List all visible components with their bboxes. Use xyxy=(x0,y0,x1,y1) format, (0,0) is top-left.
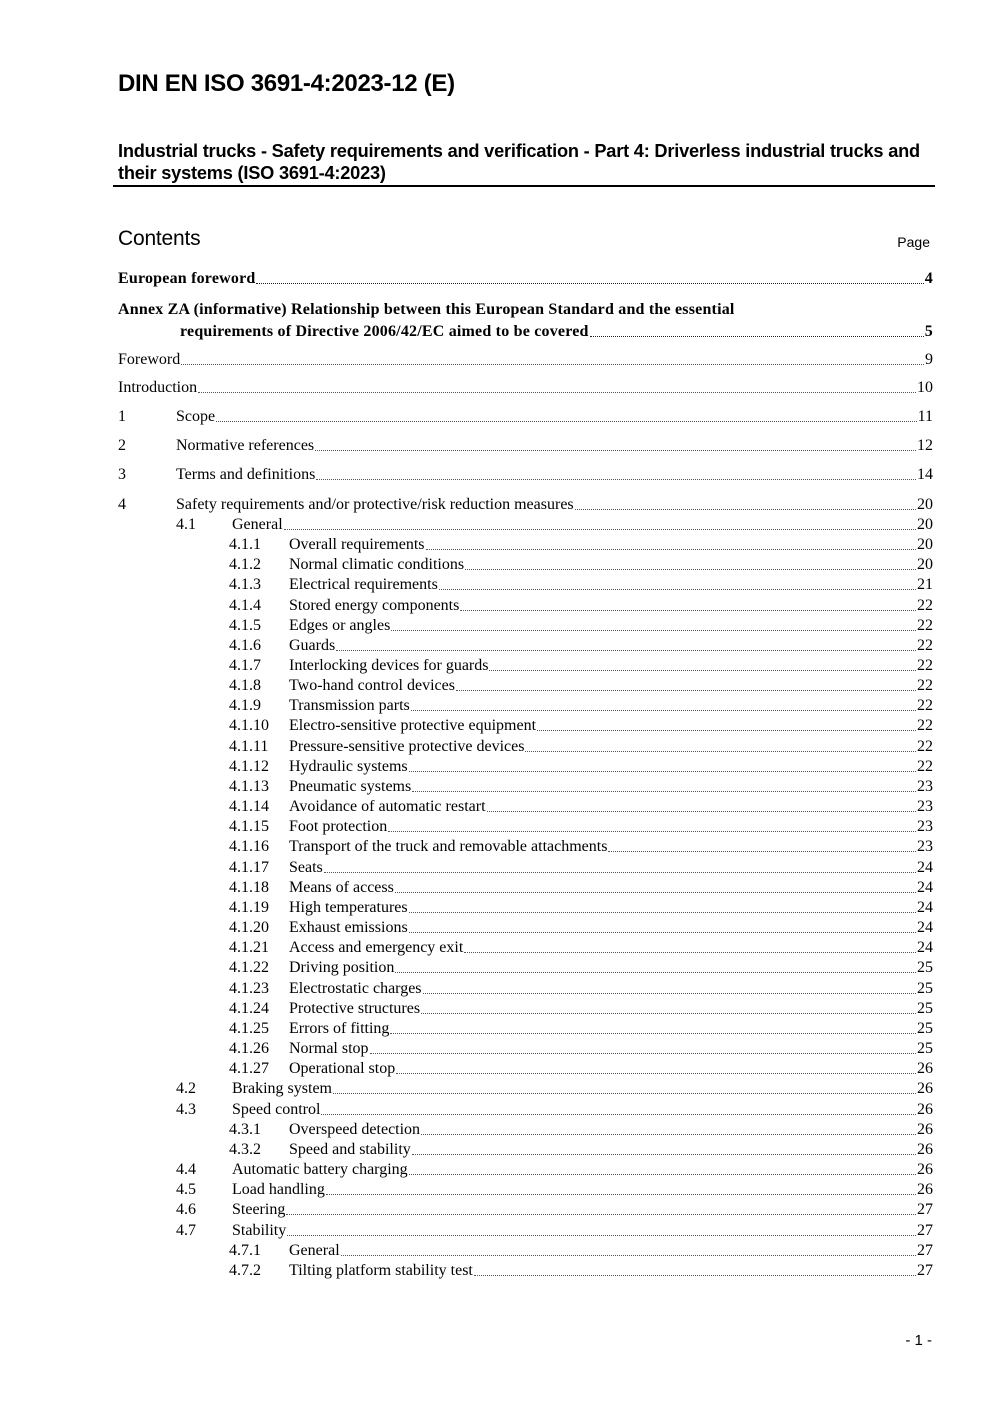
toc-entry-label: Introduction xyxy=(118,379,198,396)
title-divider xyxy=(113,185,935,187)
toc-entry-4-1-6[interactable] xyxy=(229,637,933,655)
dot-leader xyxy=(181,363,924,365)
toc-entry-clause-4[interactable] xyxy=(118,496,933,514)
toc-entry-label: Edges or angles xyxy=(289,617,391,634)
toc-entry-page: 26 xyxy=(917,1121,933,1138)
toc-entry-4-1-21[interactable] xyxy=(229,939,933,957)
toc-entry-label: Two-hand control devices xyxy=(289,677,455,694)
dot-leader xyxy=(390,1032,916,1034)
toc-entry-label: Normal climatic conditions xyxy=(289,556,465,573)
toc-entry-page: 12 xyxy=(917,437,933,454)
toc-entry-introduction[interactable] xyxy=(118,379,933,397)
toc-entry-number: 4.1.26 xyxy=(229,1040,269,1057)
toc-entry-4-1-9[interactable] xyxy=(229,697,933,715)
dot-leader xyxy=(286,1213,916,1215)
toc-entry-label: Driving position xyxy=(289,959,395,976)
toc-entry-number: 4.3 xyxy=(176,1101,196,1118)
toc-entry-4-3[interactable] xyxy=(176,1101,933,1119)
toc-entry-number: 4.1.16 xyxy=(229,838,269,855)
toc-entry-4-1-4[interactable] xyxy=(229,597,933,615)
toc-entry-page: 26 xyxy=(917,1080,933,1097)
toc-entry-label: Stored energy components xyxy=(289,597,460,614)
dot-leader xyxy=(316,478,916,480)
toc-entry-label: Speed and stability xyxy=(289,1141,411,1158)
toc-entry-label: High temperatures xyxy=(289,899,408,916)
toc-entry-label: General xyxy=(232,516,283,533)
toc-entry-4-1-5[interactable] xyxy=(229,617,933,635)
dot-leader xyxy=(489,669,916,671)
toc-entry-4-1-22[interactable] xyxy=(229,959,933,977)
dot-leader xyxy=(216,420,916,422)
toc-entry-4-1-7[interactable] xyxy=(229,657,933,675)
toc-entry-label: Electro-sensitive protective equipment xyxy=(289,717,537,734)
toc-entry-4-3-2[interactable] xyxy=(229,1141,933,1159)
dot-leader xyxy=(409,931,916,933)
toc-entry-page: 22 xyxy=(917,597,933,614)
dot-leader xyxy=(537,729,916,731)
toc-entry-number: 4.2 xyxy=(176,1080,196,1097)
toc-entry-page: 11 xyxy=(917,408,933,425)
toc-entry-label: Seats xyxy=(289,859,323,876)
toc-entry-page: 22 xyxy=(917,677,933,694)
toc-entry-annex-za[interactable] xyxy=(180,323,933,341)
dot-leader xyxy=(336,649,916,651)
toc-entry-label: Electrostatic charges xyxy=(289,980,422,997)
toc-entry-4-3-1[interactable] xyxy=(229,1121,933,1139)
toc-entry-label: Access and emergency exit xyxy=(289,939,464,956)
contents-heading: Contents xyxy=(118,227,201,250)
toc-entry-label: Transport of the truck and removable attachments xyxy=(289,838,608,855)
toc-entry-page: 26 xyxy=(917,1181,933,1198)
dot-leader xyxy=(590,335,924,337)
toc-entry-page: 9 xyxy=(925,351,933,368)
toc-entry-number: 4.1.27 xyxy=(229,1060,269,1077)
toc-entry-page: 25 xyxy=(917,1000,933,1017)
dot-leader xyxy=(395,891,916,893)
dot-leader xyxy=(474,1274,916,1276)
toc-entry-4-7-1[interactable] xyxy=(229,1242,933,1260)
toc-entry-number: 4.1.22 xyxy=(229,959,269,976)
toc-entry-page: 27 xyxy=(917,1262,933,1279)
dot-leader xyxy=(395,971,916,973)
toc-entry-page: 23 xyxy=(917,838,933,855)
toc-entry-number: 4.1.17 xyxy=(229,859,269,876)
toc-entry-4-1-10[interactable] xyxy=(229,717,933,735)
toc-entry-4-1-16[interactable] xyxy=(229,838,933,856)
toc-entry-label: requirements of Directive 2006/42/EC aimed to be covered xyxy=(180,323,589,340)
toc-entry-number: 4.1.9 xyxy=(229,697,261,714)
toc-entry-page: 25 xyxy=(917,1020,933,1037)
toc-entry-page: 26 xyxy=(917,1161,933,1178)
toc-entry-number: 4.1.4 xyxy=(229,597,261,614)
toc-entry-4-4[interactable] xyxy=(176,1161,933,1179)
toc-entry-4-1-1[interactable] xyxy=(229,536,933,554)
toc-entry-4-1-24[interactable] xyxy=(229,1000,933,1018)
toc-entry-number: 4.1.12 xyxy=(229,758,269,775)
toc-entry-4-1-20[interactable] xyxy=(229,919,933,937)
toc-entry-label: European foreword xyxy=(118,270,256,287)
dot-leader xyxy=(391,629,916,631)
dot-leader xyxy=(341,1254,916,1256)
toc-entry-page: 23 xyxy=(917,778,933,795)
toc-entry-number: 4.3.2 xyxy=(229,1141,261,1158)
toc-entry-number: 4.1.18 xyxy=(229,879,269,896)
toc-entry-label: Avoidance of automatic restart xyxy=(289,798,486,815)
dot-leader xyxy=(315,449,916,451)
toc-entry-number: 4.1.6 xyxy=(229,637,261,654)
toc-entry-number: 4.7 xyxy=(176,1222,196,1239)
toc-entry-foreword[interactable] xyxy=(118,351,933,369)
toc-entry-4-1-2[interactable] xyxy=(229,556,933,574)
toc-entry-label: Braking system xyxy=(232,1080,332,1097)
toc-entry-number: 4.1.2 xyxy=(229,556,261,573)
toc-entry-4-1-8[interactable] xyxy=(229,677,933,695)
toc-entry-label: Guards xyxy=(289,637,336,654)
toc-entry-number: 4.1.10 xyxy=(229,717,269,734)
toc-entry-page: 27 xyxy=(917,1242,933,1259)
toc-entry-4-5[interactable] xyxy=(176,1181,933,1199)
toc-entry-clause-3[interactable] xyxy=(118,466,933,484)
toc-entry-number: 4.1.3 xyxy=(229,576,261,593)
toc-entry-page: 24 xyxy=(917,919,933,936)
dot-leader xyxy=(198,391,916,393)
dot-leader xyxy=(464,951,916,953)
toc-entry-number: 4.1.23 xyxy=(229,980,269,997)
dot-leader xyxy=(409,770,916,772)
toc-entry-page: 22 xyxy=(917,657,933,674)
toc-entry-4-1-27[interactable] xyxy=(229,1060,933,1078)
toc-entry-label: Hydraulic systems xyxy=(289,758,408,775)
toc-entry-number: 4.4 xyxy=(176,1161,196,1178)
toc-entry-label: Operational stop xyxy=(289,1060,396,1077)
toc-entry-label: Interlocking devices for guards xyxy=(289,657,489,674)
toc-entry-label: Means of access xyxy=(289,879,394,896)
toc-entry-page: 22 xyxy=(917,617,933,634)
dot-leader xyxy=(412,790,916,792)
toc-entry-number: 4.1.14 xyxy=(229,798,269,815)
dot-leader xyxy=(333,1092,916,1094)
toc-entry-page: 27 xyxy=(917,1201,933,1218)
toc-entry-label: Foot protection xyxy=(289,818,388,835)
toc-entry-number: 4.1.15 xyxy=(229,818,269,835)
toc-entry-4-1-26[interactable] xyxy=(229,1040,933,1058)
dot-leader xyxy=(460,609,916,611)
dot-leader xyxy=(421,1133,916,1135)
toc-entry-4-7-2[interactable] xyxy=(229,1262,933,1280)
toc-entry-number: 4.1.8 xyxy=(229,677,261,694)
toc-entry-label: Scope xyxy=(176,408,216,425)
toc-entry-number: 4.1.25 xyxy=(229,1020,269,1037)
toc-entry-number: 4.1.13 xyxy=(229,778,269,795)
toc-entry-label: Pressure-sensitive protective devices xyxy=(289,738,525,755)
toc-entry-number: 3 xyxy=(118,466,126,483)
toc-entry-page: 24 xyxy=(917,859,933,876)
dot-leader xyxy=(411,709,916,711)
toc-entry-page: 24 xyxy=(917,939,933,956)
toc-entry-page: 27 xyxy=(917,1222,933,1239)
dot-leader xyxy=(426,548,917,550)
toc-entry-number: 4.1.19 xyxy=(229,899,269,916)
toc-entry-label: General xyxy=(289,1242,340,1259)
toc-entry-4-7[interactable] xyxy=(176,1222,933,1240)
toc-entry-page: 21 xyxy=(917,576,933,593)
toc-entry-page: 20 xyxy=(917,556,933,573)
toc-entry-label: Steering xyxy=(232,1201,286,1218)
toc-entry-label: Tilting platform stability test xyxy=(289,1262,473,1279)
toc-entry-label: Normative references xyxy=(176,437,315,454)
toc-entry-4-1-12[interactable] xyxy=(229,758,933,776)
toc-entry-number: 4.1.20 xyxy=(229,919,269,936)
dot-leader xyxy=(575,508,916,510)
toc-entry-page: 14 xyxy=(917,466,933,483)
toc-entry-number: 4.1.21 xyxy=(229,939,269,956)
toc-entry-4-1-25[interactable] xyxy=(229,1020,933,1038)
toc-entry-page: 24 xyxy=(917,879,933,896)
toc-entry-label: Speed control xyxy=(232,1101,321,1118)
dot-leader xyxy=(608,850,916,852)
dot-leader xyxy=(321,1113,916,1115)
dot-leader xyxy=(439,588,916,590)
toc-entry-number: 4.6 xyxy=(176,1201,196,1218)
toc-entry-label: Normal stop xyxy=(289,1040,369,1057)
toc-entry-number: 4.1.7 xyxy=(229,657,261,674)
page-column-label: Page xyxy=(897,234,930,250)
toc-entry-label: Automatic battery charging xyxy=(232,1161,408,1178)
toc-entry-page: 23 xyxy=(917,818,933,835)
toc-entry-page: 26 xyxy=(917,1060,933,1077)
toc-entry-label: Terms and definitions xyxy=(176,466,316,483)
toc-entry-page: 22 xyxy=(917,738,933,755)
toc-entry-number: 4.1.11 xyxy=(229,738,269,755)
toc-entry-page: 24 xyxy=(917,899,933,916)
toc-entry-4-1-18[interactable] xyxy=(229,879,933,897)
toc-entry-label: Stability xyxy=(232,1222,287,1239)
toc-entry-number: 4.7.1 xyxy=(229,1242,261,1259)
toc-entry-page: 20 xyxy=(917,496,933,513)
toc-entry-clause-1[interactable] xyxy=(118,408,933,426)
footer-page-number: - 1 - xyxy=(905,1332,932,1349)
toc-entry-label: Pneumatic systems xyxy=(289,778,412,795)
dot-leader xyxy=(324,871,916,873)
toc-entry-4-1-23[interactable] xyxy=(229,980,933,998)
toc-entry-number: 4.1.1 xyxy=(229,536,261,553)
toc-entry-page: 22 xyxy=(917,697,933,714)
toc-entry-page: 25 xyxy=(917,1040,933,1057)
dot-leader xyxy=(396,1072,916,1074)
toc-entry-4-1-14[interactable] xyxy=(229,798,933,816)
toc-entry-4-6[interactable] xyxy=(176,1201,933,1219)
toc-entry-page: 22 xyxy=(917,717,933,734)
toc-entry-page: 23 xyxy=(917,798,933,815)
toc-entry-number: 2 xyxy=(118,437,126,454)
toc-entry-number: 4.7.2 xyxy=(229,1262,261,1279)
toc-entry-page: 20 xyxy=(917,536,933,553)
toc-entry-4-1-17[interactable] xyxy=(229,859,933,877)
toc-entry-label: Exhaust emissions xyxy=(289,919,408,936)
document-id: DIN EN ISO 3691-4:2023-12 (E) xyxy=(118,70,455,97)
toc-entry-page: 22 xyxy=(917,758,933,775)
toc-entry-number: 4.1.24 xyxy=(229,1000,269,1017)
toc-entry-european-foreword[interactable] xyxy=(118,270,933,288)
dot-leader xyxy=(284,528,916,530)
toc-entry-page: 5 xyxy=(924,323,933,340)
toc-entry-label: Overspeed detection xyxy=(289,1121,421,1138)
toc-entry-clause-2[interactable] xyxy=(118,437,933,455)
toc-entry-4-1[interactable] xyxy=(176,516,933,534)
toc-entry-number: 4.1 xyxy=(176,516,196,533)
dot-leader xyxy=(465,568,916,570)
toc-entry-page: 25 xyxy=(917,980,933,997)
toc-entry-4-1-15[interactable] xyxy=(229,818,933,836)
toc-entry-number: 4.1.5 xyxy=(229,617,261,634)
toc-entry-page: 20 xyxy=(917,516,933,533)
dot-leader xyxy=(370,1052,916,1054)
toc-entry-label: Foreword xyxy=(118,351,181,368)
toc-entry-label: Protective structures xyxy=(289,1000,421,1017)
toc-entry-label: Errors of fitting xyxy=(289,1020,390,1037)
dot-leader xyxy=(287,1234,916,1236)
toc-entry-label: Transmission parts xyxy=(289,697,410,714)
dot-leader xyxy=(388,830,916,832)
toc-entry-number: 4.3.1 xyxy=(229,1121,261,1138)
toc-entry-4-1-11[interactable] xyxy=(229,738,933,756)
dot-leader xyxy=(487,810,916,812)
dot-leader xyxy=(326,1193,916,1195)
toc-entry-page: 22 xyxy=(917,637,933,654)
toc-entry-label: Overall requirements xyxy=(289,536,425,553)
toc-entry-4-1-19[interactable] xyxy=(229,899,933,917)
toc-entry-page: 4 xyxy=(924,270,933,287)
toc-entry-label: Load handling xyxy=(232,1181,325,1198)
toc-entry-number: 1 xyxy=(118,408,126,425)
toc-entry-4-2[interactable] xyxy=(176,1080,933,1098)
dot-leader xyxy=(412,1153,916,1155)
document-title: Industrial trucks - Safety requirements and verification - Part 4: Driverless industrial trucks and their systems (ISO 3691-4:2023) xyxy=(118,141,920,183)
toc-entry-page: 10 xyxy=(917,379,933,396)
toc-entry-label: Safety requirements and/or protective/risk reduction measures xyxy=(176,496,574,513)
toc-entry-page: 25 xyxy=(917,959,933,976)
dot-leader xyxy=(456,689,916,691)
dot-leader xyxy=(409,911,916,913)
dot-leader xyxy=(525,750,916,752)
toc-entry-4-1-3[interactable] xyxy=(229,576,933,594)
toc-entry-label: Electrical requirements xyxy=(289,576,438,593)
dot-leader xyxy=(256,282,923,284)
toc-entry-page: 26 xyxy=(917,1101,933,1118)
toc-entry-4-1-13[interactable] xyxy=(229,778,933,796)
dot-leader xyxy=(421,1012,916,1014)
dot-leader xyxy=(423,992,916,994)
toc-entry-number: 4.5 xyxy=(176,1181,196,1198)
toc-entry-number: 4 xyxy=(118,496,126,513)
dot-leader xyxy=(409,1173,916,1175)
toc-entry-page: 26 xyxy=(917,1141,933,1158)
toc-entry-annex-za-line1[interactable]: Annex ZA (informative) Relationship between this European Standard and the essential xyxy=(118,301,735,318)
